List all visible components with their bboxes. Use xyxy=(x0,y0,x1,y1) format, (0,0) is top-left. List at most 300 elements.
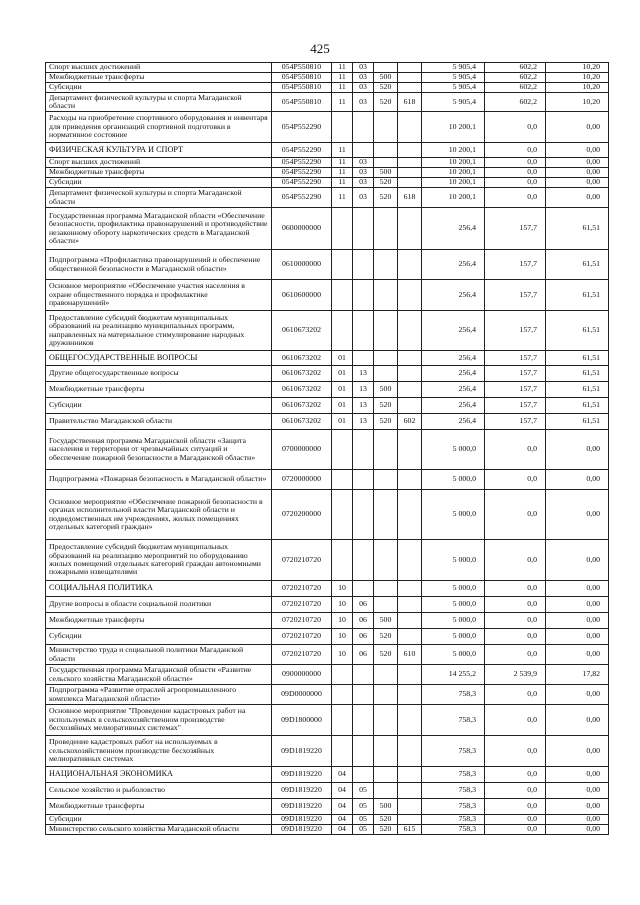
cell-expense-type xyxy=(374,490,398,540)
cell-planned: 5 000,0 xyxy=(422,629,485,645)
table-row xyxy=(46,581,609,597)
cell-percent: 61,51 xyxy=(546,414,609,430)
cell-percent: 0,00 xyxy=(546,613,609,629)
cell-name: Проведение кадастровых работ на используемых в сельскохозяйственном производстве бесхозяйных мелиоративных системах xyxy=(46,736,272,767)
cell-name: Межбюджетные трансферты xyxy=(46,73,272,83)
cell-administrator xyxy=(398,351,422,366)
cell-percent: 0,00 xyxy=(546,783,609,799)
cell-section: 11 xyxy=(332,93,353,112)
table-row xyxy=(46,83,609,93)
cell-administrator xyxy=(398,83,422,93)
cell-planned: 10 200,1 xyxy=(422,143,485,158)
cell-percent: 10,20 xyxy=(546,93,609,112)
cell-subsection: 03 xyxy=(353,73,374,83)
cell-subsection xyxy=(353,540,374,581)
cell-percent: 0,00 xyxy=(546,736,609,767)
cell-target-code: 0720000000 xyxy=(272,470,332,490)
cell-section xyxy=(332,685,353,705)
cell-percent: 61,51 xyxy=(546,382,609,398)
table-row xyxy=(46,382,609,398)
cell-administrator xyxy=(398,158,422,168)
cell-subsection: 13 xyxy=(353,398,374,414)
table-row xyxy=(46,685,609,705)
table-row xyxy=(46,93,609,112)
cell-section: 01 xyxy=(332,366,353,382)
cell-target-code: 054P552290 xyxy=(272,112,332,143)
cell-administrator xyxy=(398,366,422,382)
cell-section xyxy=(332,470,353,490)
cell-target-code: 0700000000 xyxy=(272,430,332,470)
cell-percent: 61,51 xyxy=(546,398,609,414)
cell-administrator xyxy=(398,597,422,613)
cell-subsection xyxy=(353,311,374,351)
cell-percent: 0,00 xyxy=(546,705,609,736)
cell-name: Субсидии xyxy=(46,629,272,645)
table-row xyxy=(46,629,609,645)
table-row xyxy=(46,143,609,158)
cell-name: Подпрограмма «Пожарная безопасность в Магаданской области» xyxy=(46,470,272,490)
cell-planned: 256,4 xyxy=(422,311,485,351)
cell-target-code: 0720210720 xyxy=(272,597,332,613)
cell-subsection: 06 xyxy=(353,613,374,629)
cell-section xyxy=(332,208,353,250)
cell-expense-type xyxy=(374,705,398,736)
cell-subsection: 06 xyxy=(353,597,374,613)
cell-administrator: 610 xyxy=(398,645,422,665)
cell-section: 04 xyxy=(332,783,353,799)
cell-name: Субсидии xyxy=(46,83,272,93)
table-row xyxy=(46,767,609,783)
cell-planned: 10 200,1 xyxy=(422,178,485,188)
cell-percent: 0,00 xyxy=(546,581,609,597)
cell-percent: 0,00 xyxy=(546,645,609,665)
cell-subsection: 13 xyxy=(353,382,374,398)
cell-target-code: 054P552290 xyxy=(272,168,332,178)
cell-administrator: 618 xyxy=(398,188,422,208)
table-body xyxy=(46,63,609,835)
budget-table xyxy=(45,62,609,835)
cell-subsection: 03 xyxy=(353,83,374,93)
table-row xyxy=(46,815,609,825)
cell-target-code: 0720210720 xyxy=(272,540,332,581)
cell-target-code: 09D1819220 xyxy=(272,767,332,783)
cell-planned: 758,3 xyxy=(422,799,485,815)
cell-actual: 0,0 xyxy=(485,645,546,665)
cell-section xyxy=(332,430,353,470)
cell-expense-type: 500 xyxy=(374,382,398,398)
cell-subsection: 03 xyxy=(353,168,374,178)
cell-percent: 0,00 xyxy=(546,430,609,470)
cell-planned: 5 000,0 xyxy=(422,490,485,540)
cell-subsection: 13 xyxy=(353,414,374,430)
cell-administrator xyxy=(398,470,422,490)
cell-expense-type: 520 xyxy=(374,825,398,835)
cell-planned: 256,4 xyxy=(422,208,485,250)
cell-planned: 256,4 xyxy=(422,250,485,280)
cell-planned: 758,3 xyxy=(422,705,485,736)
cell-target-code: 0610600000 xyxy=(272,280,332,311)
cell-actual: 0,0 xyxy=(485,799,546,815)
cell-planned: 758,3 xyxy=(422,825,485,835)
cell-target-code: 054P552290 xyxy=(272,188,332,208)
table-row xyxy=(46,208,609,250)
cell-planned: 14 255,2 xyxy=(422,665,485,685)
table-row xyxy=(46,366,609,382)
cell-percent: 10,20 xyxy=(546,73,609,83)
cell-planned: 5 000,0 xyxy=(422,613,485,629)
cell-name: НАЦИОНАЛЬНАЯ ЭКОНОМИКА xyxy=(46,767,272,783)
cell-percent: 0,00 xyxy=(546,112,609,143)
cell-name: Основное мероприятие «Обеспечение пожарной безопасности в органах исполнительной власти Магаданской области и подведомственных им учреждениях, жилых помещениях отдельных категорий граждан» xyxy=(46,490,272,540)
cell-actual: 0,0 xyxy=(485,143,546,158)
cell-percent: 0,00 xyxy=(546,685,609,705)
cell-target-code: 0610673202 xyxy=(272,366,332,382)
cell-actual: 0,0 xyxy=(485,767,546,783)
cell-actual: 157,7 xyxy=(485,280,546,311)
cell-expense-type: 520 xyxy=(374,398,398,414)
cell-target-code: 0720200000 xyxy=(272,490,332,540)
cell-target-code: 0720210720 xyxy=(272,613,332,629)
cell-subsection xyxy=(353,351,374,366)
cell-name: Предоставление субсидий бюджетам муниципальных образований на реализацию муниципальных программ, направленных на материальное стимулирование народных дружинников xyxy=(46,311,272,351)
cell-actual: 0,0 xyxy=(485,112,546,143)
cell-section xyxy=(332,250,353,280)
cell-percent: 0,00 xyxy=(546,490,609,540)
cell-name: Подпрограмма «Профилактика правонарушений и обеспечение общественной безопасности в Магаданской области» xyxy=(46,250,272,280)
cell-expense-type xyxy=(374,351,398,366)
cell-actual: 157,7 xyxy=(485,311,546,351)
cell-percent: 0,00 xyxy=(546,597,609,613)
cell-name: Межбюджетные трансферты xyxy=(46,613,272,629)
cell-administrator xyxy=(398,783,422,799)
cell-name: Основное мероприятие "Проведение кадастровых работ на используемых в сельскохозяйственном производстве бесхозяйных мелиоративных системах" xyxy=(46,705,272,736)
cell-actual: 0,0 xyxy=(485,736,546,767)
cell-expense-type: 520 xyxy=(374,188,398,208)
cell-actual: 0,0 xyxy=(485,685,546,705)
cell-planned: 10 200,1 xyxy=(422,158,485,168)
cell-administrator xyxy=(398,382,422,398)
cell-section: 01 xyxy=(332,351,353,366)
cell-actual: 602,2 xyxy=(485,73,546,83)
cell-expense-type xyxy=(374,280,398,311)
cell-section: 04 xyxy=(332,767,353,783)
cell-administrator xyxy=(398,178,422,188)
cell-expense-type: 520 xyxy=(374,178,398,188)
cell-subsection: 03 xyxy=(353,158,374,168)
cell-name: Основное мероприятие «Обеспечение участия населения в охране общественного порядка и профилактике правонарушений» xyxy=(46,280,272,311)
cell-name: Правительство Магаданской области xyxy=(46,414,272,430)
cell-percent: 0,00 xyxy=(546,143,609,158)
cell-administrator xyxy=(398,581,422,597)
cell-actual: 157,7 xyxy=(485,382,546,398)
cell-name: ФИЗИЧЕСКАЯ КУЛЬТУРА И СПОРТ xyxy=(46,143,272,158)
cell-section: 04 xyxy=(332,799,353,815)
cell-planned: 5 905,4 xyxy=(422,73,485,83)
cell-actual: 0,0 xyxy=(485,825,546,835)
cell-target-code: 0720210720 xyxy=(272,645,332,665)
cell-planned: 5 905,4 xyxy=(422,63,485,73)
cell-section xyxy=(332,665,353,685)
table-row xyxy=(46,613,609,629)
cell-expense-type: 520 xyxy=(374,629,398,645)
table-row xyxy=(46,311,609,351)
cell-section xyxy=(332,540,353,581)
cell-section: 10 xyxy=(332,613,353,629)
cell-target-code: 09D1800000 xyxy=(272,705,332,736)
cell-subsection xyxy=(353,112,374,143)
cell-name: Подпрограмма «Развитие отраслей агропромышленного комплекса Магаданской области» xyxy=(46,685,272,705)
table-row xyxy=(46,188,609,208)
cell-actual: 0,0 xyxy=(485,430,546,470)
table-row xyxy=(46,799,609,815)
cell-administrator xyxy=(398,63,422,73)
cell-administrator: 618 xyxy=(398,93,422,112)
cell-name: Спорт высших достижений xyxy=(46,63,272,73)
cell-target-code: 0720210720 xyxy=(272,581,332,597)
cell-actual: 0,0 xyxy=(485,540,546,581)
cell-target-code: 09D1819220 xyxy=(272,799,332,815)
cell-percent: 10,20 xyxy=(546,83,609,93)
cell-actual: 0,0 xyxy=(485,178,546,188)
cell-administrator xyxy=(398,799,422,815)
cell-administrator xyxy=(398,398,422,414)
cell-target-code: 0610673202 xyxy=(272,398,332,414)
cell-actual: 0,0 xyxy=(485,158,546,168)
table-row xyxy=(46,73,609,83)
cell-section: 11 xyxy=(332,158,353,168)
cell-planned: 5 000,0 xyxy=(422,581,485,597)
cell-planned: 758,3 xyxy=(422,736,485,767)
cell-planned: 758,3 xyxy=(422,815,485,825)
cell-planned: 5 000,0 xyxy=(422,645,485,665)
cell-section: 04 xyxy=(332,815,353,825)
cell-expense-type: 520 xyxy=(374,815,398,825)
cell-actual: 0,0 xyxy=(485,705,546,736)
cell-actual: 0,0 xyxy=(485,470,546,490)
cell-section: 01 xyxy=(332,414,353,430)
cell-expense-type: 500 xyxy=(374,73,398,83)
cell-administrator xyxy=(398,311,422,351)
cell-actual: 0,0 xyxy=(485,783,546,799)
cell-section: 01 xyxy=(332,398,353,414)
cell-percent: 0,00 xyxy=(546,825,609,835)
cell-administrator xyxy=(398,613,422,629)
cell-administrator xyxy=(398,73,422,83)
cell-actual: 602,2 xyxy=(485,63,546,73)
cell-actual: 0,0 xyxy=(485,815,546,825)
cell-expense-type xyxy=(374,581,398,597)
cell-actual: 0,0 xyxy=(485,168,546,178)
cell-expense-type: 520 xyxy=(374,83,398,93)
cell-section xyxy=(332,705,353,736)
cell-name: Субсидии xyxy=(46,178,272,188)
cell-planned: 5 000,0 xyxy=(422,430,485,470)
cell-subsection: 06 xyxy=(353,629,374,645)
cell-name: Департамент физической культуры и спорта Магаданской области xyxy=(46,188,272,208)
cell-target-code: 0610000000 xyxy=(272,250,332,280)
cell-administrator xyxy=(398,208,422,250)
cell-planned: 256,4 xyxy=(422,280,485,311)
cell-section: 01 xyxy=(332,382,353,398)
cell-percent: 0,00 xyxy=(546,178,609,188)
cell-subsection xyxy=(353,490,374,540)
cell-planned: 256,4 xyxy=(422,398,485,414)
table-row xyxy=(46,351,609,366)
cell-planned: 758,3 xyxy=(422,767,485,783)
cell-percent: 0,00 xyxy=(546,767,609,783)
cell-percent: 0,00 xyxy=(546,168,609,178)
cell-actual: 0,0 xyxy=(485,613,546,629)
cell-name: Департамент физической культуры и спорта Магаданской области xyxy=(46,93,272,112)
cell-subsection: 05 xyxy=(353,815,374,825)
cell-administrator xyxy=(398,705,422,736)
cell-target-code: 054P552290 xyxy=(272,178,332,188)
cell-percent: 0,00 xyxy=(546,815,609,825)
cell-expense-type xyxy=(374,470,398,490)
cell-subsection xyxy=(353,685,374,705)
cell-section: 11 xyxy=(332,73,353,83)
cell-target-code: 0610673202 xyxy=(272,382,332,398)
cell-expense-type: 520 xyxy=(374,93,398,112)
cell-subsection xyxy=(353,767,374,783)
cell-planned: 10 200,1 xyxy=(422,168,485,178)
cell-subsection xyxy=(353,736,374,767)
cell-subsection: 03 xyxy=(353,188,374,208)
cell-administrator: 615 xyxy=(398,825,422,835)
cell-name: Субсидии xyxy=(46,815,272,825)
cell-target-code: 054P550810 xyxy=(272,93,332,112)
table-row xyxy=(46,783,609,799)
cell-subsection: 06 xyxy=(353,645,374,665)
cell-expense-type xyxy=(374,112,398,143)
cell-expense-type: 500 xyxy=(374,799,398,815)
cell-expense-type xyxy=(374,665,398,685)
cell-target-code: 09D1819220 xyxy=(272,736,332,767)
cell-name: Межбюджетные трансферты xyxy=(46,382,272,398)
cell-name: ОБЩЕГОСУДАРСТВЕННЫЕ ВОПРОСЫ xyxy=(46,351,272,366)
cell-expense-type: 520 xyxy=(374,645,398,665)
cell-actual: 2 539,9 xyxy=(485,665,546,685)
cell-name: Государственная программа Магаданской области «Развитие сельского хозяйства Магаданской области» xyxy=(46,665,272,685)
cell-subsection xyxy=(353,208,374,250)
table-row xyxy=(46,414,609,430)
cell-section: 11 xyxy=(332,178,353,188)
cell-planned: 5 905,4 xyxy=(422,93,485,112)
cell-name: Расходы на приобретение спортивного оборудования и инвентаря для приведения организаций спортивной подготовки в нормативное состояние xyxy=(46,112,272,143)
cell-actual: 0,0 xyxy=(485,597,546,613)
cell-planned: 5 000,0 xyxy=(422,470,485,490)
cell-actual: 157,7 xyxy=(485,250,546,280)
cell-target-code: 0610673202 xyxy=(272,311,332,351)
cell-expense-type xyxy=(374,685,398,705)
cell-subsection xyxy=(353,665,374,685)
cell-percent: 61,51 xyxy=(546,311,609,351)
cell-expense-type xyxy=(374,430,398,470)
cell-administrator xyxy=(398,112,422,143)
cell-administrator xyxy=(398,430,422,470)
cell-subsection: 03 xyxy=(353,178,374,188)
cell-section xyxy=(332,112,353,143)
cell-actual: 0,0 xyxy=(485,490,546,540)
cell-name: Субсидии xyxy=(46,398,272,414)
cell-planned: 256,4 xyxy=(422,382,485,398)
cell-section: 10 xyxy=(332,645,353,665)
table-row xyxy=(46,597,609,613)
cell-percent: 61,51 xyxy=(546,250,609,280)
cell-actual: 0,0 xyxy=(485,188,546,208)
cell-administrator xyxy=(398,490,422,540)
cell-subsection xyxy=(353,430,374,470)
cell-target-code: 0610673202 xyxy=(272,351,332,366)
cell-planned: 5 000,0 xyxy=(422,540,485,581)
cell-percent: 61,51 xyxy=(546,351,609,366)
cell-planned: 758,3 xyxy=(422,783,485,799)
table-row xyxy=(46,63,609,73)
table-row xyxy=(46,540,609,581)
cell-administrator xyxy=(398,736,422,767)
cell-expense-type: 520 xyxy=(374,414,398,430)
cell-section: 11 xyxy=(332,63,353,73)
cell-actual: 602,2 xyxy=(485,93,546,112)
cell-expense-type: 500 xyxy=(374,168,398,178)
cell-section xyxy=(332,280,353,311)
cell-percent: 0,00 xyxy=(546,629,609,645)
cell-subsection: 05 xyxy=(353,825,374,835)
cell-subsection: 05 xyxy=(353,783,374,799)
cell-administrator: 602 xyxy=(398,414,422,430)
cell-subsection xyxy=(353,581,374,597)
page-number: 425 xyxy=(310,41,330,56)
cell-expense-type xyxy=(374,158,398,168)
cell-target-code: 0900000000 xyxy=(272,665,332,685)
cell-administrator xyxy=(398,280,422,311)
cell-target-code: 09D0000000 xyxy=(272,685,332,705)
cell-subsection: 05 xyxy=(353,799,374,815)
cell-target-code: 0720210720 xyxy=(272,629,332,645)
cell-subsection xyxy=(353,470,374,490)
cell-subsection xyxy=(353,143,374,158)
cell-actual: 157,7 xyxy=(485,414,546,430)
cell-target-code: 054P550810 xyxy=(272,73,332,83)
cell-percent: 0,00 xyxy=(546,799,609,815)
cell-actual: 157,7 xyxy=(485,208,546,250)
cell-actual: 157,7 xyxy=(485,351,546,366)
cell-expense-type xyxy=(374,783,398,799)
cell-administrator xyxy=(398,629,422,645)
table-row xyxy=(46,250,609,280)
cell-section: 11 xyxy=(332,143,353,158)
cell-actual: 0,0 xyxy=(485,629,546,645)
cell-percent: 61,51 xyxy=(546,280,609,311)
cell-target-code: 054P552290 xyxy=(272,158,332,168)
cell-name: Министерство сельского хозяйства Магаданской области xyxy=(46,825,272,835)
cell-name: Межбюджетные трансферты xyxy=(46,799,272,815)
table-row xyxy=(46,430,609,470)
cell-administrator xyxy=(398,767,422,783)
cell-administrator xyxy=(398,540,422,581)
cell-administrator xyxy=(398,250,422,280)
cell-subsection xyxy=(353,250,374,280)
cell-expense-type xyxy=(374,736,398,767)
cell-target-code: 09D1819220 xyxy=(272,815,332,825)
cell-actual: 0,0 xyxy=(485,581,546,597)
cell-expense-type xyxy=(374,208,398,250)
cell-percent: 0,00 xyxy=(546,470,609,490)
cell-section xyxy=(332,490,353,540)
cell-administrator xyxy=(398,665,422,685)
cell-percent: 0,00 xyxy=(546,540,609,581)
cell-name: Государственная программа Магаданской области «Защита населения и территории от чрезвычайных ситуаций и обеспечение пожарной безопасности в Магаданской области» xyxy=(46,430,272,470)
